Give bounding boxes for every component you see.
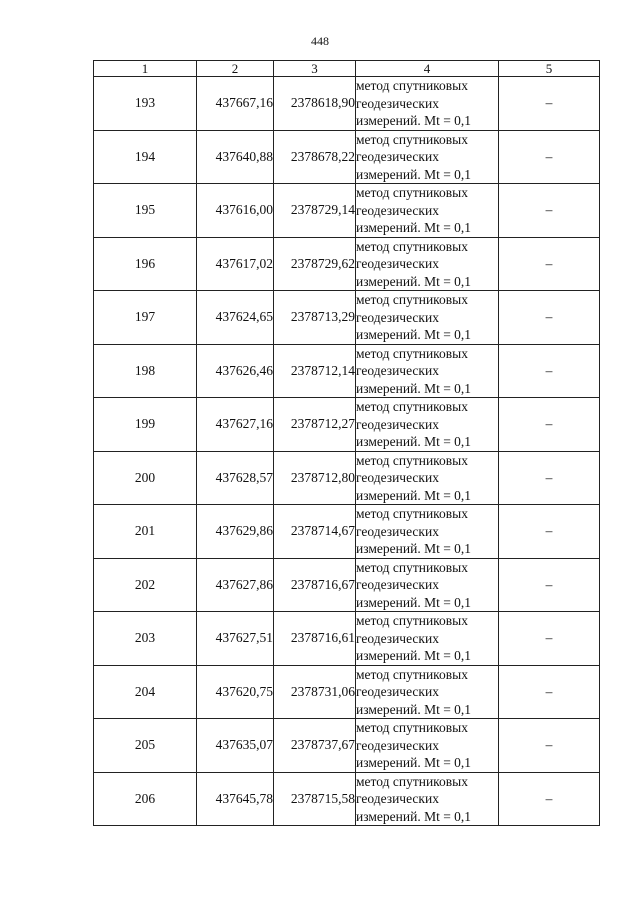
x-coordinate-cell: 437635,07: [197, 719, 274, 773]
method-line: метод спутниковых: [356, 666, 468, 682]
method-line: метод спутниковых: [356, 78, 468, 93]
note-cell: –: [499, 184, 600, 238]
method-line: метод спутниковых: [356, 452, 468, 468]
method-cell: [356, 77, 499, 131]
note-cell: –: [499, 719, 600, 773]
method-line: геодезических: [356, 523, 439, 539]
note-cell: –: [499, 398, 600, 452]
method-line: геодезических: [356, 577, 439, 592]
method-line: метод спутниковых: [356, 345, 468, 361]
method-line: измерений. Mt = 0,1: [356, 327, 472, 342]
method-line: измерений. Mt = 0,1: [356, 487, 472, 503]
method-line: метод спутниковых: [356, 720, 468, 735]
y-coordinate-cell: 2378678,22: [274, 130, 356, 184]
note-cell: –: [499, 451, 600, 505]
y-coordinate-cell: 2378729,62: [274, 237, 356, 291]
x-coordinate-cell: 437616,00: [197, 184, 274, 238]
point-number-cell: 205: [94, 719, 197, 773]
method-line: геодезических: [356, 149, 439, 164]
table-row: [94, 505, 600, 559]
method-cell: [356, 772, 499, 826]
method-cell: [356, 558, 499, 612]
method-line: геодезических: [356, 363, 439, 378]
method-cell: [356, 665, 499, 719]
x-coordinate-cell: 437628,57: [197, 451, 274, 505]
method-line: метод спутниковых: [356, 238, 468, 254]
x-coordinate-cell: 437640,88: [197, 130, 274, 184]
y-coordinate-cell: 2378729,14: [274, 184, 356, 238]
method-cell: [356, 398, 499, 452]
table-row: [94, 558, 600, 612]
method-line: измерений. Mt = 0,1: [356, 113, 472, 128]
method-line: измерений. Mt = 0,1: [356, 220, 472, 235]
point-number-cell: 201: [94, 505, 197, 559]
point-number-cell: 196: [94, 237, 197, 291]
method-line: измерений. Mt = 0,1: [356, 380, 472, 396]
point-number-cell: 202: [94, 558, 197, 612]
point-number-cell: 199: [94, 398, 197, 452]
table-row: [94, 184, 600, 238]
column-header-3: 3: [274, 61, 356, 77]
y-coordinate-cell: 2378712,80: [274, 451, 356, 505]
y-coordinate-cell: 2378715,58: [274, 772, 356, 826]
method-cell: [356, 130, 499, 184]
point-number-cell: 206: [94, 772, 197, 826]
method-line: метод спутниковых: [356, 773, 468, 789]
y-coordinate-cell: 2378716,67: [274, 558, 356, 612]
x-coordinate-cell: 437620,75: [197, 665, 274, 719]
method-line: метод спутниковых: [356, 185, 468, 200]
method-line: геодезических: [356, 416, 439, 432]
table-header-row: [94, 61, 600, 77]
note-cell: –: [499, 77, 600, 131]
table-row: [94, 398, 600, 452]
table-row: [94, 772, 600, 826]
point-number-cell: 198: [94, 344, 197, 398]
x-coordinate-cell: 437624,65: [197, 291, 274, 345]
method-line: метод спутниковых: [356, 399, 468, 414]
x-coordinate-cell: 437667,16: [197, 77, 274, 131]
y-coordinate-cell: 2378737,67: [274, 719, 356, 773]
table-row: [94, 130, 600, 184]
method-cell: [356, 291, 499, 345]
method-line: измерений. Mt = 0,1: [356, 434, 472, 449]
note-cell: –: [499, 558, 600, 612]
method-line: измерений. Mt = 0,1: [356, 808, 472, 824]
point-number-cell: 193: [94, 77, 197, 131]
method-cell: [356, 184, 499, 238]
column-header-1: 1: [94, 61, 197, 77]
column-header-2: 2: [197, 61, 274, 77]
note-cell: –: [499, 291, 600, 345]
note-cell: –: [499, 130, 600, 184]
page-number: 448: [311, 34, 329, 48]
method-line: измерений. Mt = 0,1: [356, 594, 472, 610]
x-coordinate-cell: 437645,78: [197, 772, 274, 826]
method-line: измерений. Mt = 0,1: [356, 755, 472, 770]
method-line: метод спутниковых: [356, 559, 468, 575]
table-row: [94, 344, 600, 398]
method-line: измерений. Mt = 0,1: [356, 166, 472, 182]
method-cell: [356, 505, 499, 559]
method-line: измерений. Mt = 0,1: [356, 648, 472, 663]
table-row: [94, 451, 600, 505]
method-line: геодезических: [356, 737, 439, 753]
method-line: геодезических: [356, 791, 439, 806]
point-number-cell: 200: [94, 451, 197, 505]
method-line: метод спутниковых: [356, 506, 468, 521]
y-coordinate-cell: 2378716,61: [274, 612, 356, 666]
point-number-cell: 195: [94, 184, 197, 238]
note-cell: –: [499, 665, 600, 719]
note-cell: –: [499, 505, 600, 559]
table-row: [94, 612, 600, 666]
x-coordinate-cell: 437627,86: [197, 558, 274, 612]
column-header-4: 4: [356, 61, 499, 77]
method-cell: [356, 344, 499, 398]
method-cell: [356, 451, 499, 505]
method-line: геодезических: [356, 95, 439, 111]
x-coordinate-cell: 437627,16: [197, 398, 274, 452]
x-coordinate-cell: 437629,86: [197, 505, 274, 559]
y-coordinate-cell: 2378713,29: [274, 291, 356, 345]
note-cell: –: [499, 237, 600, 291]
y-coordinate-cell: 2378712,14: [274, 344, 356, 398]
method-line: измерений. Mt = 0,1: [356, 273, 472, 289]
method-cell: [356, 612, 499, 666]
x-coordinate-cell: 437627,51: [197, 612, 274, 666]
table-body: [94, 77, 600, 826]
method-line: метод спутниковых: [356, 292, 468, 307]
note-cell: –: [499, 772, 600, 826]
x-coordinate-cell: 437626,46: [197, 344, 274, 398]
y-coordinate-cell: 2378618,90: [274, 77, 356, 131]
x-coordinate-cell: 437617,02: [197, 237, 274, 291]
method-line: метод спутниковых: [356, 613, 468, 628]
y-coordinate-cell: 2378712,27: [274, 398, 356, 452]
coordinates-table: [93, 60, 600, 826]
note-cell: –: [499, 612, 600, 666]
note-cell: –: [499, 344, 600, 398]
method-line: измерений. Mt = 0,1: [356, 701, 472, 717]
method-line: геодезических: [356, 470, 439, 485]
point-number-cell: 203: [94, 612, 197, 666]
method-line: геодезических: [356, 256, 439, 271]
method-cell: [356, 237, 499, 291]
table-row: [94, 719, 600, 773]
method-line: геодезических: [356, 630, 439, 646]
method-line: геодезических: [356, 684, 439, 699]
table-row: [94, 665, 600, 719]
method-line: измерений. Mt = 0,1: [356, 541, 472, 556]
method-line: геодезических: [356, 309, 439, 325]
table-row: [94, 237, 600, 291]
point-number-cell: 204: [94, 665, 197, 719]
point-number-cell: 194: [94, 130, 197, 184]
table-row: [94, 291, 600, 345]
table-row: [94, 77, 600, 131]
point-number-cell: 197: [94, 291, 197, 345]
column-header-5: 5: [499, 61, 600, 77]
y-coordinate-cell: 2378731,06: [274, 665, 356, 719]
method-cell: [356, 719, 499, 773]
method-line: метод спутниковых: [356, 131, 468, 147]
method-line: геодезических: [356, 202, 439, 218]
y-coordinate-cell: 2378714,67: [274, 505, 356, 559]
